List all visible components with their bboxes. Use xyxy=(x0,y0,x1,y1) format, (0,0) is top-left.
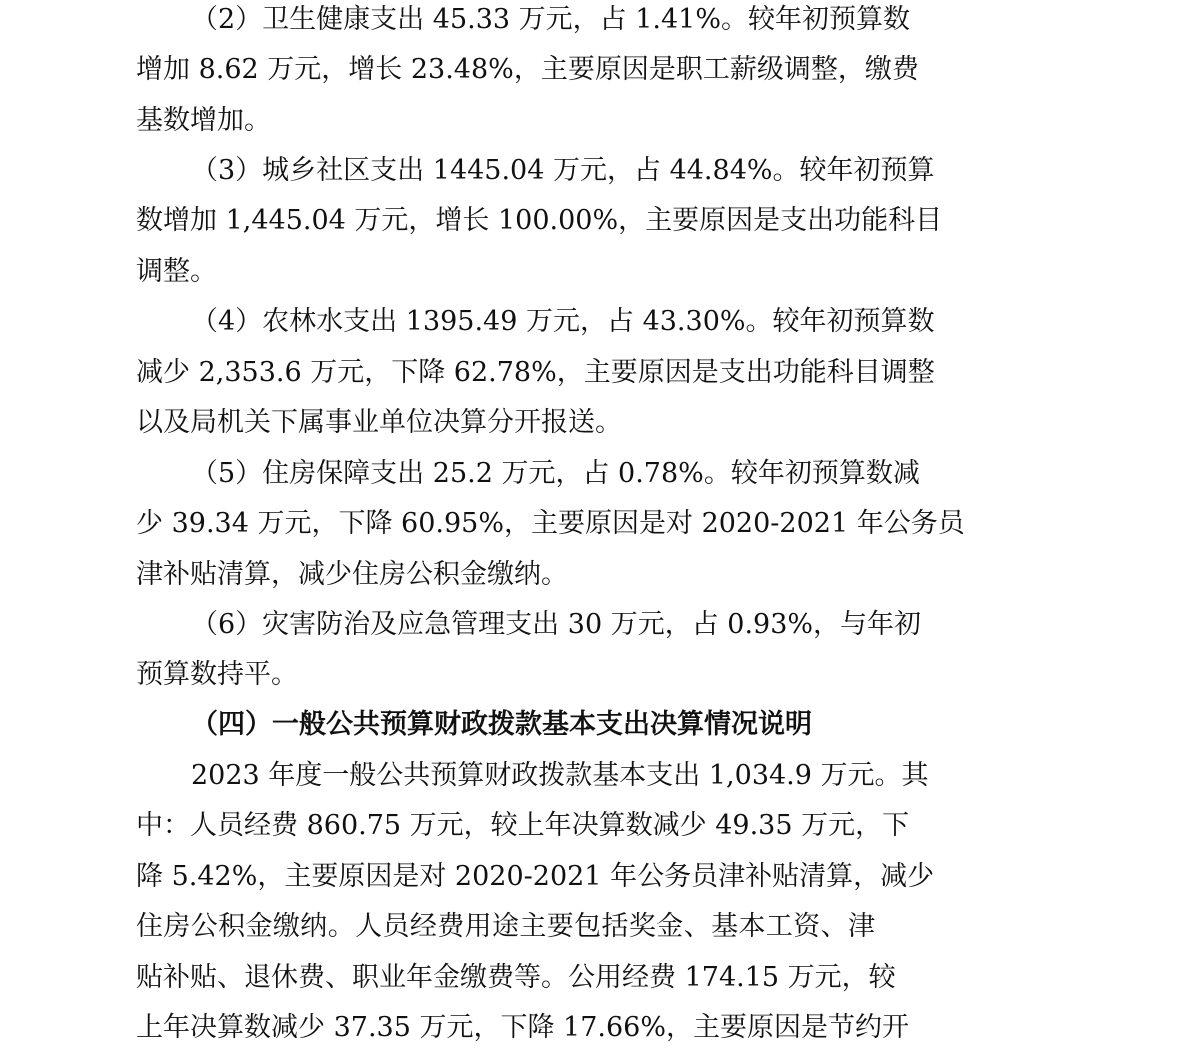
paragraph-disaster-line-1: （6）灾害防治及应急管理支出 30 万元，占 0.93%，与年初 xyxy=(191,609,922,640)
paragraph-basic-line-2: 中：人员经费 860.75 万元，较上年决算数减少 49.35 万元，下 xyxy=(136,810,910,841)
paragraph-urban-line-3: 调整。 xyxy=(136,256,217,287)
paragraph-basic-line-4: 住房公积金缴纳。人员经费用途主要包括奖金、基本工资、津 xyxy=(136,911,875,942)
paragraph-urban-line-1: （3）城乡社区支出 1445.04 万元，占 44.84%。较年初预算 xyxy=(191,155,935,186)
section-heading: （四）一般公共预算财政拨款基本支出决算情况说明 xyxy=(191,709,812,740)
paragraph-basic-line-1: 2023 年度一般公共预算财政拨款基本支出 1,034.9 万元。其 xyxy=(191,760,929,791)
paragraph-urban-line-2: 数增加 1,445.04 万元，增长 100.00%，主要原因是支出功能科目 xyxy=(136,205,943,236)
paragraph-agri-line-1: （4）农林水支出 1395.49 万元，占 43.30%。较年初预算数 xyxy=(191,306,935,337)
paragraph-housing-line-1: （5）住房保障支出 25.2 万元，占 0.78%。较年初预算数减 xyxy=(191,458,920,489)
paragraph-housing-line-3: 津补贴清算，减少住房公积金缴纳。 xyxy=(136,559,568,590)
paragraph-basic-line-6: 上年决算数减少 37.35 万元，下降 17.66%，主要原因是节约开 xyxy=(136,1012,909,1043)
paragraph-disaster-line-2: 预算数持平。 xyxy=(136,659,298,690)
paragraph-agri-line-2: 减少 2,353.6 万元，下降 62.78%，主要原因是支出功能科目调整 xyxy=(136,357,935,388)
paragraph-basic-line-5: 贴补贴、退休费、职业年金缴费等。公用经费 174.15 万元，较 xyxy=(136,962,896,993)
paragraph-housing-line-2: 少 39.34 万元，下降 60.95%，主要原因是对 2020-2021 年公务员 xyxy=(136,508,965,539)
paragraph-health-line-2: 增加 8.62 万元，增长 23.48%，主要原因是职工薪级调整，缴费 xyxy=(136,54,919,85)
paragraph-basic-line-3: 降 5.42%，主要原因是对 2020-2021 年公务员津补贴清算，减少 xyxy=(136,861,935,892)
paragraph-agri-line-3: 以及局机关下属事业单位决算分开报送。 xyxy=(136,407,622,438)
paragraph-health-line-3: 基数增加。 xyxy=(136,105,271,136)
paragraph-health-line-1: （2）卫生健康支出 45.33 万元，占 1.41%。较年初预算数 xyxy=(191,4,910,35)
